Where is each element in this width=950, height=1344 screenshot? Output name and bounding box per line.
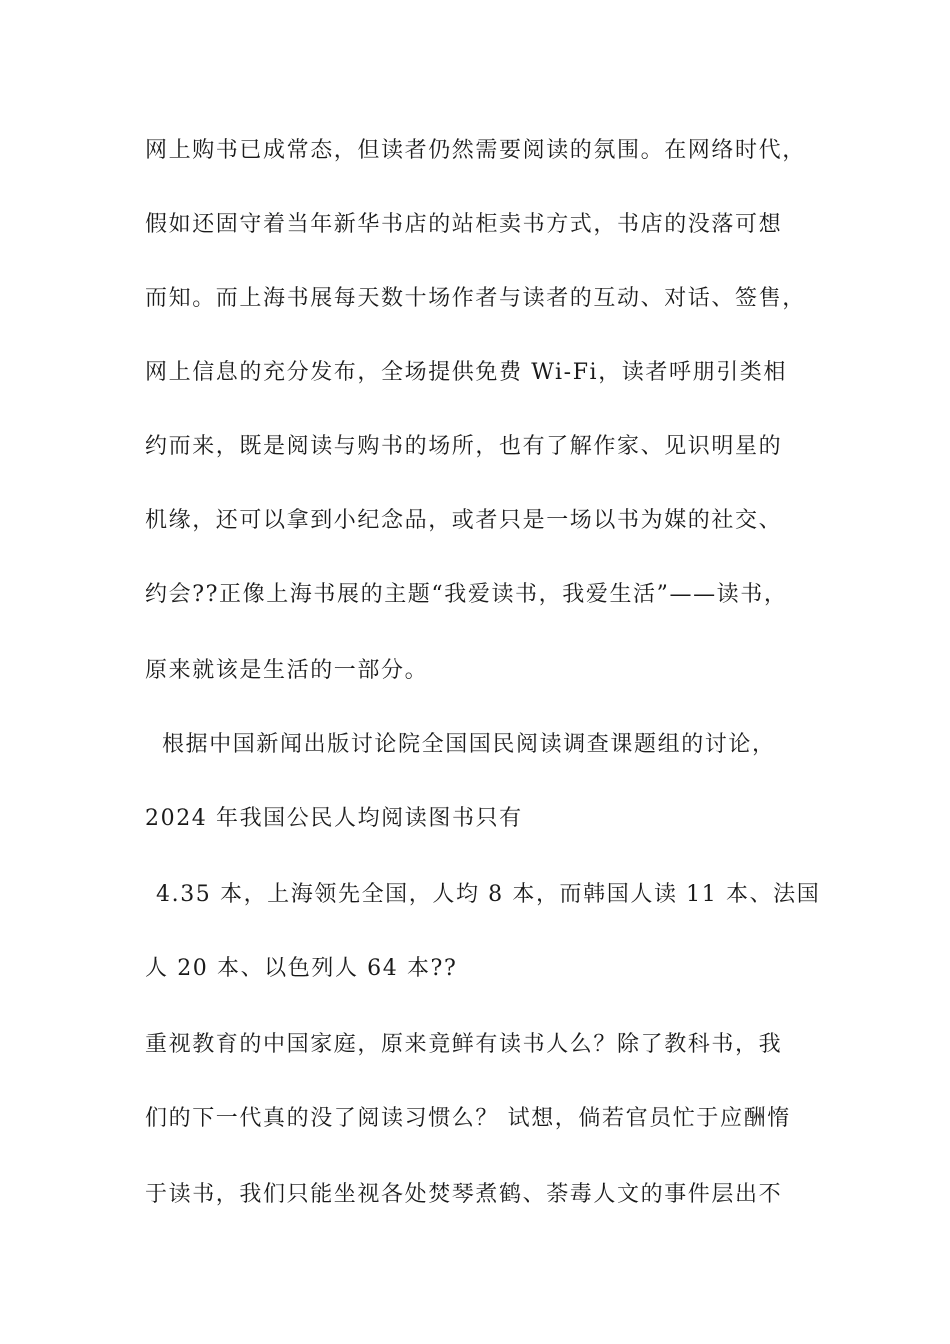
text-line-6: 机缘，还可以拿到小纪念品，或者只是一场以书为媒的社交、 bbox=[145, 508, 783, 533]
text-line-14: 们的下一代真的没了阅读习惯么？ 试想，倘若官员忙于应酬惰 bbox=[145, 1106, 791, 1131]
text-line-3: 而知。而上海书展每天数十场作者与读者的互动、对话、签售， bbox=[145, 286, 806, 311]
text-line-11: 4.35 本，上海领先全国，人均 8 本，而韩国人读 11 本、法国 bbox=[156, 882, 821, 907]
text-line-15: 于读书，我们只能坐视各处焚琴煮鹤、荼毒人文的事件层出不 bbox=[145, 1182, 783, 1207]
text-line-9: 根据中国新闻出版讨论院全国国民阅读调查课题组的讨论， bbox=[162, 732, 776, 757]
text-line-7: 约会??正像上海书展的主题“我爱读书，我爱生活”——读书， bbox=[145, 582, 788, 607]
text-line-10: 2024 年我国公民人均阅读图书只有 bbox=[145, 806, 523, 831]
text-line-2: 假如还固守着当年新华书店的站柜卖书方式，书店的没落可想 bbox=[145, 212, 783, 237]
text-line-5: 约而来，既是阅读与购书的场所，也有了解作家、见识明星的 bbox=[145, 434, 783, 459]
text-line-13: 重视教育的中国家庭，原来竟鲜有读书人么？除了教科书，我 bbox=[145, 1032, 783, 1057]
text-line-1: 网上购书已成常态，但读者仍然需要阅读的氛围。在网络时代， bbox=[145, 138, 806, 163]
text-line-12: 人 20 本、以色列人 64 本?? bbox=[145, 956, 458, 981]
text-line-8: 原来就该是生活的一部分。 bbox=[145, 658, 429, 683]
text-line-4: 网上信息的充分发布，全场提供免费 Wi-Fi，读者呼朋引类相 bbox=[145, 360, 787, 385]
